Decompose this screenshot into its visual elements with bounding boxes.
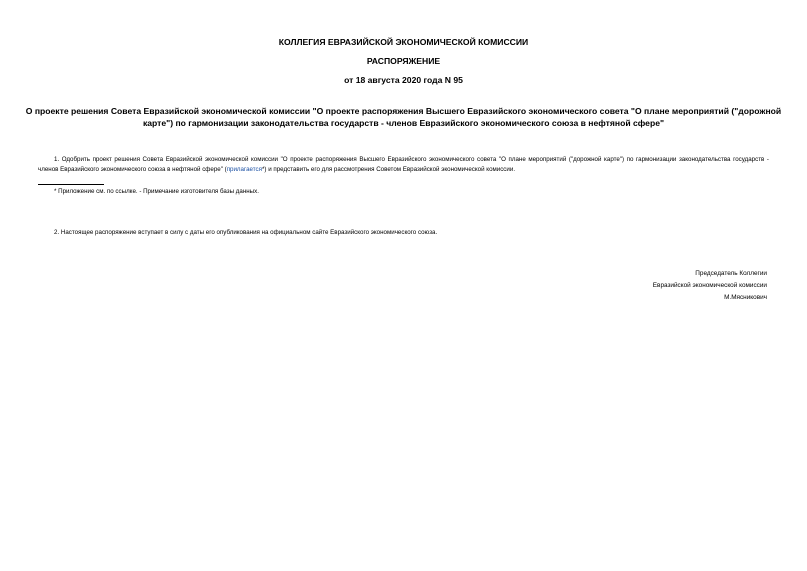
paragraph-1-text-after: *) и представить его для рассмотрения Советом Евразийской экономической комиссии. bbox=[262, 166, 516, 173]
signatory-position: Председатель Коллегии bbox=[695, 270, 767, 277]
signatory-name: М.Мясникович bbox=[724, 294, 767, 301]
issuing-organization: КОЛЛЕГИЯ ЕВРАЗИЙСКОЙ ЭКОНОМИЧЕСКОЙ КОМИССИИ bbox=[278, 37, 529, 47]
footnote-divider bbox=[38, 184, 104, 185]
signatory-organization: Евразийской экономической комиссии bbox=[652, 282, 767, 289]
document-date-number: от 18 августа 2020 года N 95 bbox=[344, 75, 463, 85]
footnote: * Приложение см. по ссылке. - Примечание изготовителя базы данных. bbox=[54, 188, 259, 195]
paragraph-2: 2. Настоящее распоряжение вступает в силу с даты его опубликования на официальном сайте Евразийского экономического союза. bbox=[54, 229, 438, 236]
paragraph-1-text-before: 1. Одобрить проект решения Совета Евразийской экономической комиссии "О проекте распоряжения Высшего Евразийского экономического совета "О плане мероприятий ("дорожной карте") по гармонизации законодательства государств - членов Евразийского экономического союза в нефтяной сфере" ( bbox=[38, 156, 769, 173]
attachment-link[interactable]: прилагается bbox=[226, 166, 262, 173]
signature-block bbox=[507, 268, 767, 304]
document-type: РАСПОРЯЖЕНИЕ bbox=[366, 56, 441, 66]
document-title: О проекте решения Совета Евразийской экономической комиссии "О проекте распоряжения Высшего Евразийского экономического совета "О плане мероприятий ("дорожной карте") по гармонизации законодательства государств - членов Евразийского экономического союза в нефтяной сфере" bbox=[25, 106, 782, 128]
paragraph-1 bbox=[38, 155, 769, 175]
